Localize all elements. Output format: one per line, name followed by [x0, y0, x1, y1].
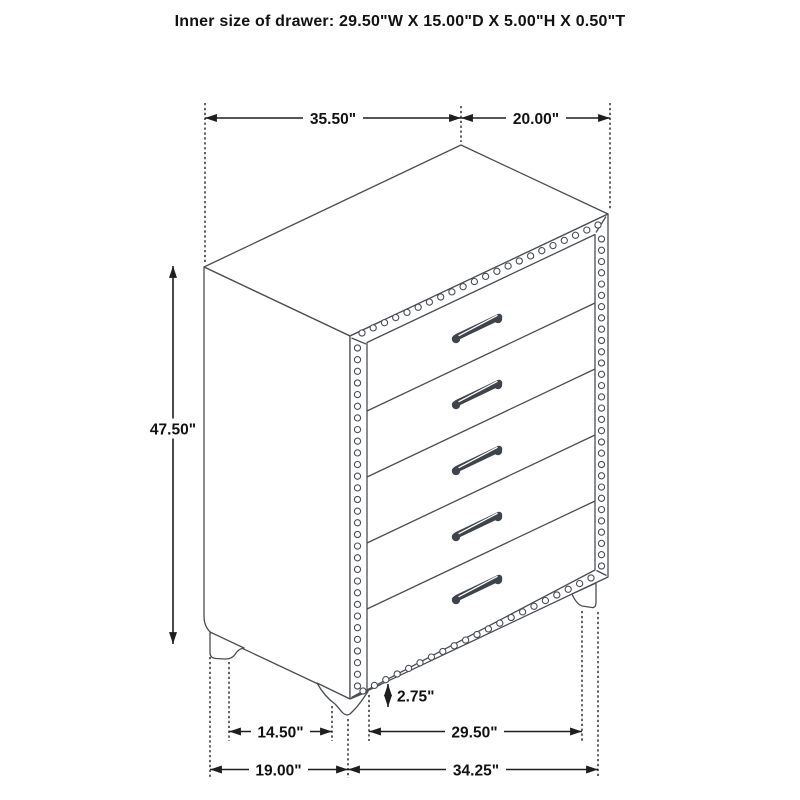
nailhead [426, 299, 432, 305]
chest-side-face [204, 267, 350, 699]
nailhead [588, 575, 594, 581]
nailhead [598, 349, 604, 355]
nailhead [542, 598, 548, 604]
nailhead [354, 566, 360, 572]
nailhead [463, 637, 469, 643]
nailhead [598, 552, 604, 558]
nailhead [595, 222, 601, 228]
nailhead [394, 671, 400, 677]
nailhead [383, 677, 389, 683]
nailhead [354, 485, 360, 491]
nailhead [550, 243, 556, 249]
dimension-height [144, 266, 202, 644]
nailhead [531, 603, 537, 609]
nailhead [354, 462, 360, 468]
nailhead [598, 529, 604, 535]
chest-illustration [204, 145, 608, 715]
nailhead [417, 660, 423, 666]
nailhead [598, 484, 604, 490]
nailhead [598, 360, 604, 366]
nailhead [354, 450, 360, 456]
nailhead [404, 309, 410, 315]
nailhead [354, 531, 360, 537]
nailhead [460, 284, 466, 290]
dimension-label-base-depth: 19.00" [255, 762, 302, 780]
nailhead [354, 508, 360, 514]
diagram-title: Inner size of drawer: 29.50"W X 15.00"D X 5.00"H X 0.50"T [174, 13, 626, 30]
nailhead [483, 273, 489, 279]
nailhead [428, 654, 434, 660]
nailhead [516, 258, 522, 264]
nailhead [354, 578, 360, 584]
dimension-base-depth [210, 761, 348, 780]
nailhead [584, 227, 590, 233]
nailhead [539, 248, 545, 254]
nailhead [354, 357, 360, 363]
dimension-label-top-width: 35.50" [309, 111, 357, 128]
nailhead [561, 237, 567, 243]
dimension-label-leg-span-side: 14.50" [257, 724, 304, 742]
nailhead [598, 315, 604, 321]
nailhead [577, 581, 583, 587]
nailhead [554, 592, 560, 598]
nailhead [354, 601, 360, 607]
nailhead [598, 304, 604, 310]
nailhead [354, 392, 360, 398]
nailhead [354, 473, 360, 479]
nailhead [598, 439, 604, 445]
dimension-top-depth [461, 110, 610, 129]
nailhead [359, 330, 365, 336]
nailhead [354, 496, 360, 502]
nailhead [598, 337, 604, 343]
nailhead [438, 294, 444, 300]
nailhead [598, 507, 604, 513]
nailhead [508, 614, 514, 620]
nailhead [505, 263, 511, 269]
nailhead [381, 320, 387, 326]
nailhead [598, 495, 604, 501]
nailhead [354, 543, 360, 549]
nailhead [598, 461, 604, 467]
dimension-label-base-width: 34.25" [452, 762, 500, 780]
nailhead [371, 682, 377, 688]
dimension-label-height: 47.50" [149, 421, 197, 439]
nailhead [598, 450, 604, 456]
nailhead [598, 405, 604, 411]
nailhead [354, 427, 360, 433]
nailhead [354, 555, 360, 561]
nailhead [360, 688, 366, 694]
nailhead [474, 631, 480, 637]
nailhead [485, 626, 491, 632]
nailhead [520, 609, 526, 615]
nailhead [598, 518, 604, 524]
nailhead [598, 473, 604, 479]
nailhead [598, 247, 604, 253]
nailhead [565, 586, 571, 592]
nailhead [471, 279, 477, 285]
dimension-leg-height [388, 684, 435, 707]
nailhead [354, 683, 360, 689]
nailhead [393, 315, 399, 321]
nailhead [497, 620, 503, 626]
nailhead [354, 636, 360, 642]
dimension-label-leg-span-front: 29.50" [451, 724, 498, 742]
nailhead [354, 671, 360, 677]
nailhead [528, 253, 534, 259]
nailhead [494, 268, 500, 274]
nailhead [598, 259, 604, 265]
nailhead [406, 665, 412, 671]
nailhead [598, 383, 604, 389]
nailhead [354, 520, 360, 526]
nailhead [354, 613, 360, 619]
nailhead [354, 590, 360, 596]
nailhead [354, 660, 360, 666]
nailhead [598, 292, 604, 298]
nailhead [354, 403, 360, 409]
nailhead [598, 371, 604, 377]
nailhead [370, 325, 376, 331]
nailhead [598, 563, 604, 569]
nailhead [415, 304, 421, 310]
nailhead [354, 415, 360, 421]
nailhead [598, 236, 604, 242]
nailhead [354, 438, 360, 444]
dimension-leg-span-front [369, 723, 582, 742]
dimension-leg-span-side [229, 723, 332, 742]
nailhead [598, 270, 604, 276]
nailhead [354, 648, 360, 654]
dimension-top-width [205, 110, 461, 129]
nailhead [598, 428, 604, 434]
dimension-label-leg-height: 2.75" [397, 688, 435, 706]
nailhead [449, 289, 455, 295]
nailhead [598, 394, 604, 400]
nailhead [354, 380, 360, 386]
dimension-label-top-depth: 20.00" [512, 111, 560, 128]
nailhead [598, 281, 604, 287]
nailhead [598, 540, 604, 546]
nailhead [598, 416, 604, 422]
dimension-base-width [348, 761, 598, 780]
nailhead [598, 326, 604, 332]
nailhead [354, 345, 360, 351]
nailhead [354, 625, 360, 631]
nailhead [451, 643, 457, 649]
nailhead [354, 368, 360, 374]
nailhead [572, 232, 578, 238]
nailhead [440, 648, 446, 654]
